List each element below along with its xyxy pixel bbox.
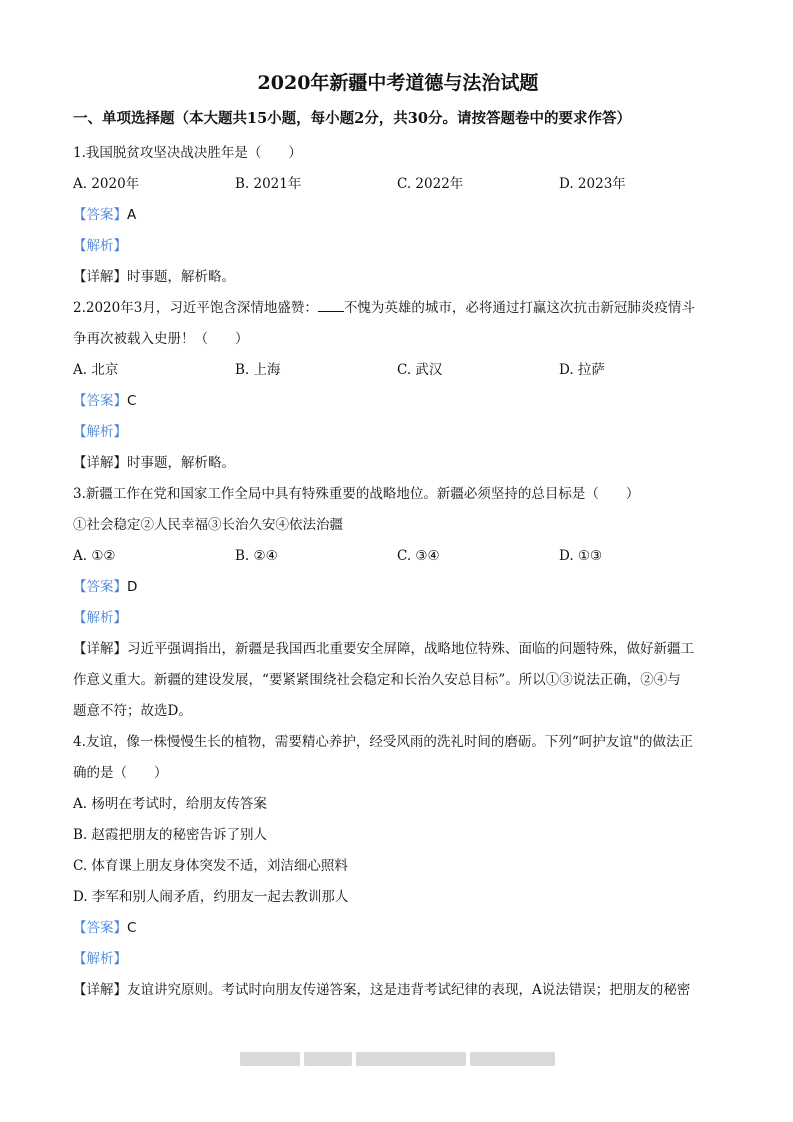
q3-detail-line1	[73, 634, 723, 665]
q4-stem-line2: 确的是（ ）	[73, 765, 168, 781]
q1-answer	[73, 200, 723, 231]
q3-detail-text-1: 习近平强调指出，新疆是我国西北重要安全屏障，战略地位特殊、面临的问题特殊，做好新疆工	[127, 641, 694, 657]
q4-answer-value: C	[127, 920, 137, 936]
q3-detail-line3: 题意不符；故选D。	[73, 703, 192, 719]
q4-detail-text: 友谊讲究原则。考试时向朋友传递答案，这是违背考试纪律的表现，A说法错误；把朋友的秘密	[127, 982, 691, 998]
q4-answer	[73, 913, 723, 944]
q4-stem-line1: 4.友谊，像一株慢慢生长的植物，需要精心养护，经受风雨的洗礼时间的磨砺。下列“呵护友谊"的做法正	[73, 734, 693, 750]
q2-detail-text: 时事题，解析略。	[127, 455, 235, 471]
q1-option-d: D. 2023年	[559, 176, 626, 192]
q3-answer-value: D	[127, 579, 138, 595]
q2-stem-b: 不愧为英雄的城市，必将通过打赢这次抗击新冠肺炎疫情斗	[343, 300, 695, 316]
q4-option-b: B. 赵霞把朋友的秘密告诉了别人	[73, 827, 268, 843]
page-title: 2020年新疆中考道德与法治试题	[257, 72, 539, 94]
q1-option-a: A. 2020年	[73, 176, 140, 192]
q4-option-d: D. 李军和别人闹矛盾，约朋友一起去教训那人	[73, 889, 349, 905]
q1-option-c: C. 2022年	[397, 176, 464, 192]
q2-option-b: B. 上海	[235, 362, 281, 378]
blurred-footer-watermark	[240, 1052, 555, 1068]
q1-detail-text: 时事题，解析略。	[127, 269, 235, 285]
blurred-block	[240, 1052, 300, 1066]
q4-option-a: A. 杨明在考试时，给朋友传答案	[73, 796, 267, 812]
analysis-label: 【解析】	[73, 951, 127, 967]
q3-analysis	[73, 603, 723, 634]
q3-option-c: C. ③④	[397, 548, 440, 564]
q2-option-a: A. 北京	[73, 362, 119, 378]
q2-options	[73, 355, 723, 386]
detail-label: 【详解】	[73, 641, 127, 657]
answer-label: 【答案】	[73, 920, 127, 936]
q4-detail	[73, 975, 723, 1006]
q3-option-d: D. ①③	[559, 548, 603, 564]
q2-stem-a: 2.2020年3月，习近平饱含深情地盛赞：	[73, 300, 318, 316]
blurred-block	[470, 1052, 555, 1066]
q1-answer-value: A	[127, 207, 137, 223]
q2-answer	[73, 386, 723, 417]
detail-label: 【详解】	[73, 982, 127, 998]
q2-option-d: D. 拉萨	[559, 362, 605, 378]
q3-answer	[73, 572, 723, 603]
q1-detail	[73, 262, 723, 293]
answer-label: 【答案】	[73, 579, 127, 595]
q1-options	[73, 169, 723, 200]
q2-stem-line2: 争再次被载入史册！（ ）	[73, 331, 249, 347]
q2-detail	[73, 448, 723, 479]
analysis-label: 【解析】	[73, 424, 127, 440]
q4-analysis	[73, 944, 723, 975]
answer-label: 【答案】	[73, 207, 127, 223]
blurred-block	[304, 1052, 352, 1066]
q3-option-a: A. ①②	[73, 548, 116, 564]
q2-blank	[318, 297, 344, 312]
q3-items: ①社会稳定②人民幸福③长治久安④依法治疆	[73, 517, 343, 533]
q3-detail-line2: 作意义重大。新疆的建设发展，“要紧紧围绕社会稳定和长治久安总目标”。所以①③说法正确，②④与	[73, 672, 681, 688]
q2-answer-value: C	[127, 393, 137, 409]
detail-label: 【详解】	[73, 269, 127, 285]
q1-option-b: B. 2021年	[235, 176, 302, 192]
q1-analysis	[73, 231, 723, 262]
q4-option-c: C. 体育课上朋友身体突发不适，刘洁细心照料	[73, 858, 348, 874]
q3-option-b: B. ②④	[235, 548, 278, 564]
detail-label: 【详解】	[73, 455, 127, 471]
section-heading: 一、单项选择题（本大题共15小题，每小题2分，共30分。请按答题卷中的要求作答）	[73, 110, 631, 127]
q1-stem: 1.我国脱贫攻坚决战决胜年是（ ）	[73, 145, 302, 161]
q2-option-c: C. 武汉	[397, 362, 443, 378]
q2-analysis	[73, 417, 723, 448]
answer-label: 【答案】	[73, 393, 127, 409]
q3-options	[73, 541, 723, 572]
q3-stem: 3.新疆工作在党和国家工作全局中具有特殊重要的战略地位。新疆必须坚持的总目标是（ ）	[73, 486, 640, 502]
blurred-block	[356, 1052, 466, 1066]
q2-stem-line1	[73, 293, 723, 324]
analysis-label: 【解析】	[73, 610, 127, 626]
analysis-label: 【解析】	[73, 238, 127, 254]
